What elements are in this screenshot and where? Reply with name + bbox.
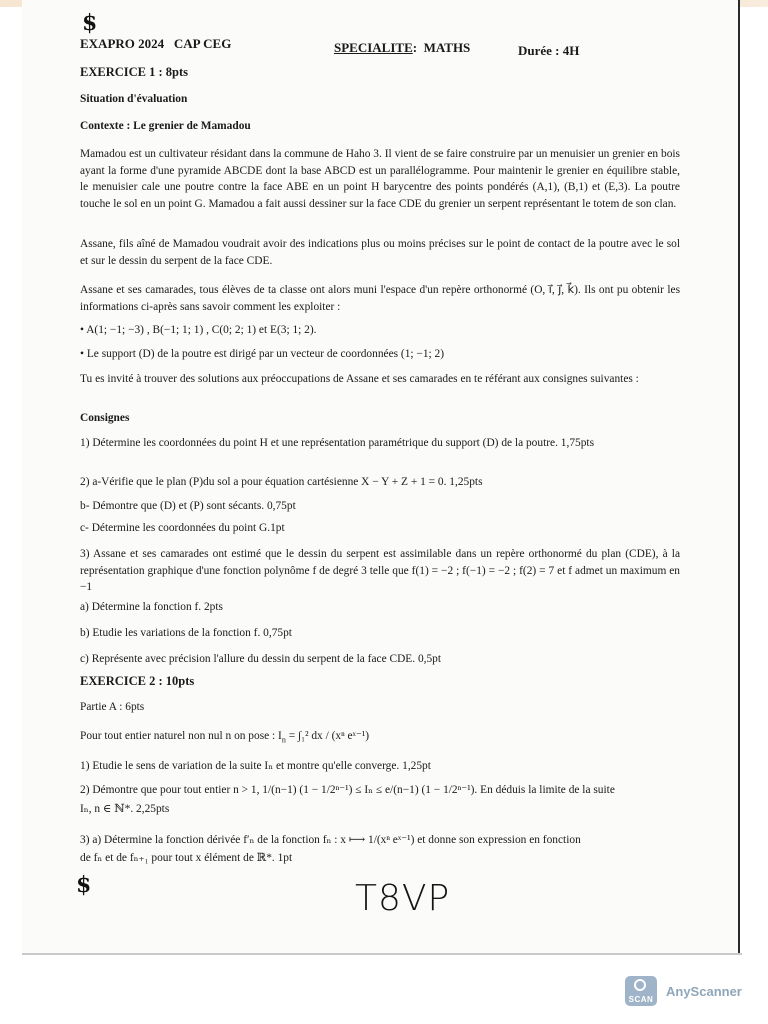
ex2-question-3-line-1: 3) a) Détermine la fonction dérivée f′ₙ de la fonction fₙ : x ⟼ 1/(xⁿ eˣ⁻¹) et donne son expression en fonction — [80, 834, 581, 846]
duration: Durée : 4H — [518, 43, 580, 58]
exercise1-paragraph-2: Assane, fils aîné de Mamadou voudrait avoir des indications plus ou moins précises sur le point de contact de la poutre avec le sol et sur le dessin du serpent de la face CDE. — [80, 238, 680, 267]
scanner-watermark — [625, 976, 742, 1006]
definition-text: Pour tout entier naturel non nul n on pose : I — [80, 730, 282, 742]
situation-heading: Situation d'évaluation — [80, 93, 188, 105]
subject-value: : MATHS — [412, 40, 471, 55]
part-a-heading: Partie A : 6pts — [80, 701, 145, 713]
exercise2-title: EXERCICE 2 : 10pts — [80, 674, 195, 688]
exercise1-title: EXERCICE 1 : 8pts — [80, 65, 189, 79]
bottom-margin-mark: $ — [76, 872, 92, 898]
question-3a: a) Détermine la fonction f. 2pts — [80, 601, 223, 613]
ex2-question-2-line-2: Iₙ, n ∈ ℕ*. 2,25pts — [80, 803, 170, 815]
ex2-question-2-line-1: 2) Démontre que pour tout entier n > 1, 1/(n−1) (1 − 1/2ⁿ⁻¹) ≤ Iₙ ≤ e/(n−1) (1 − 1/2ⁿ⁻¹). En déduis la limite de la suite — [80, 784, 615, 796]
specialite-label: SPECIALITE — [334, 40, 413, 55]
exam-title: EXAPRO 2024 CAP CEG — [80, 36, 232, 51]
question-2c: c- Détermine les coordonnées du point G.1pt — [80, 522, 285, 534]
exercise1-paragraph-3: Assane et ses camarades, tous élèves de ta classe ont alors muni l'espace d'un repère orthonormé (O, i⃗, j⃗, k⃗). Ils ont pu obtenir les informations ci-après sans savoir comment les exploiter : — [80, 284, 680, 313]
question-3b: b) Etudie les variations de la fonction f. 0,75pt — [80, 627, 292, 639]
consignes-heading: Consignes — [80, 412, 130, 424]
scanner-app-name: AnyScanner — [666, 983, 742, 999]
exam-header — [80, 36, 640, 58]
question-3c: c) Représente avec précision l'allure du dessin du serpent de la face CDE. 0,5pt — [80, 653, 442, 665]
context-text: Contexte : Le grenier de Mamadou — [80, 120, 251, 132]
question-2a: 2) a-Vérifie que le plan (P)du sol a pour équation cartésienne X − Y + Z + 1 = 0. 1,25pts — [80, 476, 483, 488]
question-1: 1) Détermine les coordonnées du point H et une représentation paramétrique du support (D) de la poutre. 1,75pts — [80, 437, 595, 449]
top-margin-mark: $ — [82, 10, 98, 36]
handwritten-annotation: T8VP — [355, 878, 451, 919]
scanner-logo-icon — [625, 976, 657, 1006]
sequence-definition: Pour tout entier naturel non nul n on pose : $I_n = \int_1^2$ dx / (xⁿ eˣ⁻¹) — [80, 730, 370, 745]
ex2-question-1: 1) Etudie le sens de variation de la suite Iₙ et montre qu'elle converge. 1,25pt — [80, 760, 431, 772]
points-list-item: • A(1; −1; −3) , B(−1; 1; 1) , C(0; 2; 1) et E(3; 1; 2). — [80, 324, 317, 336]
question-3: 3) Assane et ses camarades ont estimé que le dessin du serpent est assimilable dans un repère orthonormé du plan (CDE), à la représentation graphique d'une fonction polynôme f de degré 3 telle que f(1) = −2 ; f(−1) = −2 ; f(2) = 7 et f admet un maximum en −1 — [80, 548, 680, 593]
exercise1-paragraph-4: Tu es invité à trouver des solutions aux préoccupations de Assane et ses camarades en te référant aux consignes suivantes : — [80, 373, 639, 385]
scan-badge-label: SCAN — [628, 995, 654, 1004]
vector-list-item: • Le support (D) de la poutre est dirigé par un vecteur de coordonnées (1; −1; 2) — [80, 348, 445, 360]
ex2-question-3-line-2: de fₙ et de fₙ₊₁ pour tout x élément de ℝ*. 1pt — [80, 852, 293, 864]
context-heading — [80, 118, 251, 135]
question-2b: b- Démontre que (D) et (P) sont sécants. 0,75pt — [80, 500, 296, 512]
integral-formula: = ∫₁² dx / (xⁿ eˣ⁻¹) — [288, 730, 370, 742]
page-bottom-edge — [22, 953, 742, 955]
subject-label — [334, 40, 470, 56]
exercise1-paragraph-1: Mamadou est un cultivateur résidant dans la commune de Haho 3. Il vient de se faire construire par un menuisier un grenier en bois ayant la forme d'une pyramide ABCDE dont la base ABCD est un parallélogramme. Pour maintenir le grenier en équilibre stable, le menuisier cale une poutre contre la face ABE en un point H barycentre des points pondérés (A,1), (B,1) et (E,3). La poutre touche le sol en un point G. Mamadou a fait aussi dessiner sur la face CDE du grenier un serpent représentant le totem de son clan. — [80, 148, 680, 210]
